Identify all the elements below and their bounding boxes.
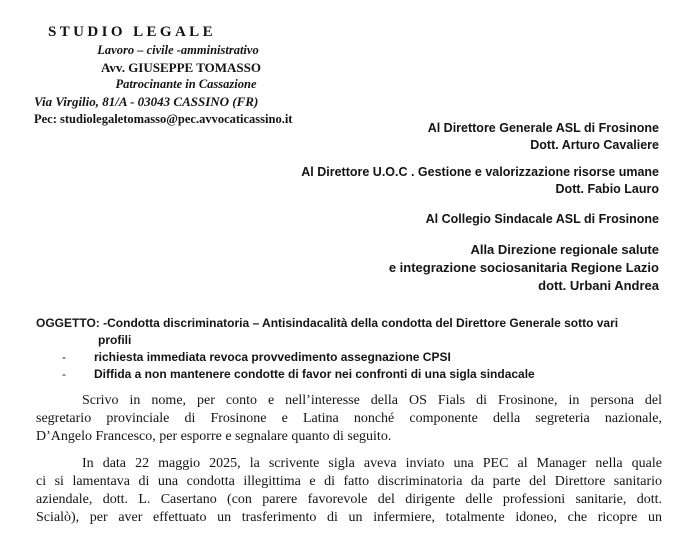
- body-line: segretario provinciale di Frosinone e Latina nonché componente della segreteria nazionale,: [36, 411, 662, 426]
- practice-areas: Lavoro – civile -amministrativo: [97, 43, 259, 57]
- body-paragraph-2: [36, 455, 662, 527]
- body-line: Scrivo in nome, per conto e nell’interesse della OS Fials di Frosinone, in persona del: [82, 393, 662, 408]
- subject-bullets: [62, 349, 656, 383]
- subject-line-1: -Condotta discriminatoria – Antisindacalità della condotta del Direttore Generale sotto vari: [99, 316, 619, 330]
- recipient-1-line-2: Dott. Arturo Cavaliere: [530, 138, 659, 152]
- letter-body: [36, 392, 662, 534]
- body-line: ci si lamentava di una condotta illegittima e di fatto discriminatoria da parte del Direttore sanitario: [36, 474, 662, 489]
- subject-block: [36, 315, 656, 383]
- recipient-4-line-3: dott. Urbani Andrea: [538, 278, 659, 293]
- lawyer-qualification: Patrocinante in Cassazione: [115, 77, 257, 91]
- body-paragraph-1: [36, 392, 662, 446]
- recipient-4-line-2: e integrazione sociosanitaria Regione Lazio: [388, 260, 659, 275]
- subject-bullet: - Diffida a non mantenere condotte di favor nei confronti di una sigla sindacale: [62, 366, 656, 383]
- body-line: D’Angelo Francesco, per esporre e segnalare quanto di seguito.: [36, 429, 392, 444]
- body-line: aziendale, dott. L. Casertano (con parere favorevole del dirigente delle professioni sanitarie, dott.: [36, 492, 662, 507]
- firm-pec: Pec: studiolegaletomasso@pec.avvocaticassino.it: [34, 112, 293, 126]
- recipient-2-line-1: Al Direttore U.O.C . Gestione e valorizzazione risorse umane: [301, 165, 659, 179]
- firm-address: Via Virgilio, 81/A - 03043 CASSINO (FR): [34, 94, 259, 109]
- recipient-2-line-2: Dott. Fabio Lauro: [555, 182, 659, 196]
- subject-bullet: - richiesta immediata revoca provvedimento assegnazione CPSI: [62, 349, 656, 366]
- firm-name: STUDIO LEGALE: [48, 24, 216, 40]
- body-line: In data 22 maggio 2025, la scrivente sigla aveva inviato una PEC al Manager nella quale: [82, 456, 662, 471]
- subject-label: OGGETTO:: [36, 316, 100, 330]
- lawyer-name: Avv. GIUSEPPE TOMASSO: [100, 60, 261, 75]
- body-line: Scialò), per aver effettuato un trasferimento di un infermiere, totalmente idoneo, che ricopre un: [36, 510, 662, 525]
- recipient-3-line-1: Al Collegio Sindacale ASL di Frosinone: [425, 212, 659, 226]
- recipient-1-line-1: Al Direttore Generale ASL di Frosinone: [427, 121, 659, 135]
- recipient-4-line-1: Alla Direzione regionale salute: [470, 242, 659, 257]
- subject-line-2: profili: [98, 333, 132, 347]
- letterhead: [36, 22, 356, 128]
